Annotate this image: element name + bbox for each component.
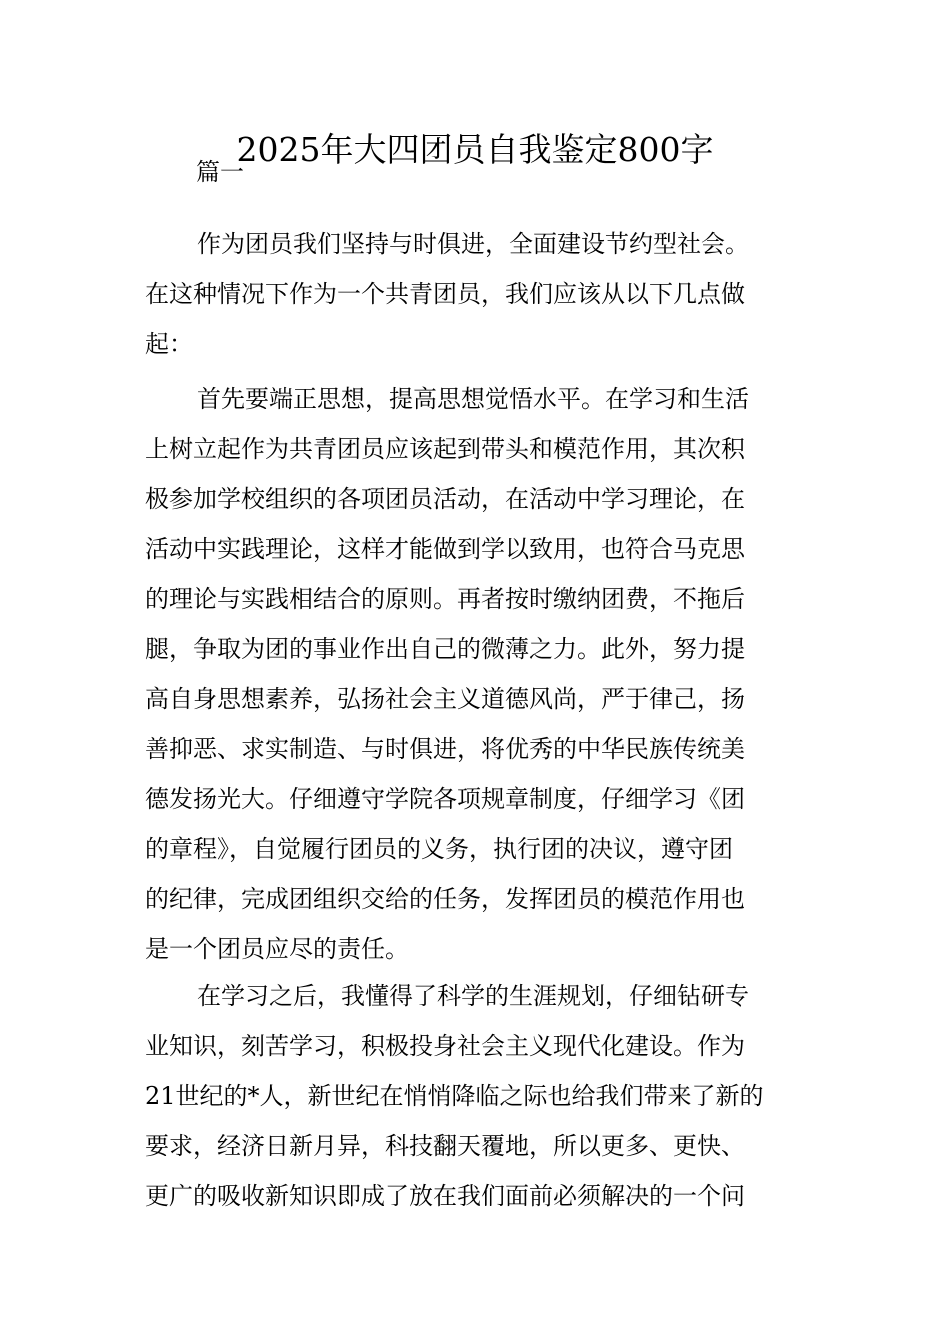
paragraph-line: 在学习之后，我懂得了科学的生涯规划，仔细钻研专 [197,982,749,1010]
paragraph-line: 在这种情况下作为一个共青团员，我们应该从以下几点做 [145,280,745,308]
paragraph-line: 作为团员我们坚持与时俱进，全面建设节约型社会。 [197,230,749,258]
paragraph-line: 活动中实践理论，这样才能做到学以致用，也符合马克思 [145,535,745,563]
paragraph-line: 业知识，刻苦学习，积极投身社会主义现代化建设。作为 [145,1032,745,1060]
paragraph-line: 更广的吸收新知识即成了放在我们面前必须解决的一个问 [145,1182,745,1210]
paragraph-line: 的理论与实践相结合的原则。再者按时缴纳团费，不拖后 [145,585,745,613]
document-title: 2025年大四团员自我鉴定800字 [236,130,714,169]
paragraph-line: 起： [145,330,193,358]
paragraph-line: 的章程》，自觉履行团员的义务，执行团的决议，遵守团 [145,835,733,863]
paragraph-line: 21世纪的*人，新世纪在悄悄降临之际也给我们带来了新的 [145,1082,764,1110]
paragraph-line: 极参加学校组织的各项团员活动，在活动中学习理论，在 [145,485,745,513]
paragraph-line: 是一个团员应尽的责任。 [145,935,409,963]
paragraph-line: 德发扬光大。仔细遵守学院各项规章制度，仔细学习《团 [145,785,745,813]
section-label: 篇一 [196,158,244,186]
paragraph-3 [145,971,810,1221]
paragraph-1 [145,219,810,369]
paragraph-line: 首先要端正思想，提高思想觉悟水平。在学习和生活 [197,385,749,413]
paragraph-line: 腿，争取为团的事业作出自己的微薄之力。此外，努力提 [145,635,745,663]
paragraph-line: 高自身思想素养，弘扬社会主义道德风尚，严于律己，扬 [145,685,745,713]
paragraph-line: 要求，经济日新月异，科技翻天覆地，所以更多、更快、 [145,1132,745,1160]
paragraph-2 [145,374,810,974]
paragraph-line: 的纪律，完成团组织交给的任务，发挥团员的模范作用也 [145,885,745,913]
paragraph-line: 上树立起作为共青团员应该起到带头和模范作用，其次积 [145,435,745,463]
paragraph-line: 善抑恶、求实制造、与时俱进，将优秀的中华民族传统美 [145,735,745,763]
